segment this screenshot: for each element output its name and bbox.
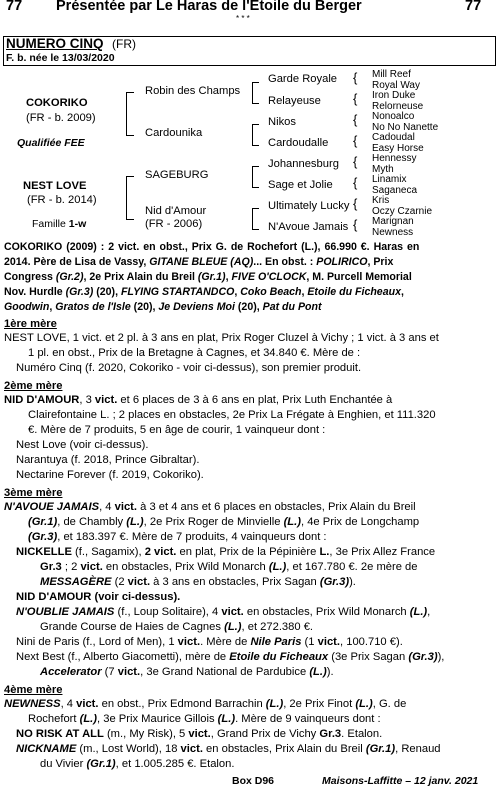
m4-l1e: (L.) [265,698,284,710]
g3-5: Johannesburg [268,158,339,170]
sp-l4b: (Gr.3) [65,286,94,298]
m3-line6 [40,576,356,589]
g4-15: Marignan [372,216,414,227]
section-fourth-dam: 4ème mère [4,684,63,696]
m3-l8d: en obstacles, Prix Wild Monarch [243,606,410,618]
m3-l4f: , 3e Prix Allez France [329,546,436,558]
sale-place-date: Maisons-Laffitte – 12 janv. 2021 [322,775,479,787]
g4-9: Hennessy [372,153,417,164]
m3-l2a: (Gr.1) [28,516,58,528]
sire-para-line1: COKORIKO (2009) : 2 vict. en obst., Prix G. de Rochefort (L.), 66.990 €. Haras en [4,241,420,253]
g4-11: Linamix [372,174,407,185]
m3-l9b: (L.) [224,621,242,633]
g4-4: Relorneuse [372,101,424,112]
sp-l4f: Coko Beach [240,286,302,298]
m3-line12 [40,666,334,679]
m3-l4e: L. [319,546,330,558]
m3-l1b: , 4 [99,501,115,513]
sp-gitane: GITANE BLEUE (AQ) [149,256,254,268]
m3-l8b: (f., Loup Solitaire), 4 [114,606,222,618]
g2-4-info: (FR - 2006) [145,218,203,230]
m1-line1: NEST LOVE, 1 vict. et 2 pl. à 3 ans en plat, Prix Roger Cluzel à Vichy ; 1 vict. à 3 ans et [4,332,439,344]
m2-line2: Clairefontaine L. ; 2 places en obstacles, 2e Prix La Frégate à Enghien, et 111.320 [28,409,436,421]
bracket-g3-5: { [353,154,358,169]
m3-l11c: (3e Prix Sagan [328,651,409,663]
m3-l5c: vict. [80,561,103,573]
g3-7: Ultimately Lucky [268,200,350,212]
sp-l4g: , [301,286,308,298]
m4-l3d: , Grand Prix de Vichy [210,728,320,740]
m3-l5d: en obstacles, Prix Wild Monarch [102,561,269,573]
sp-l4a: Nov. Hurdle [4,286,66,298]
m3-l6f: ). [349,576,356,588]
m4-l2a: Rochefort [28,713,80,725]
bracket-g3-1: { [353,70,358,85]
sp-l5e: Je Deviens Moi [158,301,235,313]
bracket-g3-8: { [353,217,358,232]
m4-l4d: en obstacles, Prix Alain du Breil [202,743,366,755]
bracket-g2-3 [252,166,259,188]
m4-l2c: , 3e Prix Maurice Gillois [97,713,218,725]
m3-l10a: Nini de Paris (f., Lord of Men), 1 [16,636,178,648]
sp-l5d: (20), [130,301,159,313]
sp-l2c: ... En obst. : [253,256,317,268]
m3-l10d: Nile Paris [250,636,302,648]
bracket-sire [126,92,134,136]
g2-4: Nid d'Amour [145,205,207,217]
m3-l2d: , 2e Prix Roger de Minvielle [143,516,284,528]
m3-l12d: , 3e Grand National de Pardubice [140,666,310,678]
m3-line3 [28,531,327,544]
m4-l1g: (L.) [355,698,373,710]
m4-l3f: . Etalon. [341,728,383,740]
m3-l6e: (Gr.3) [319,576,350,588]
sire-name: COKORIKO [26,97,88,109]
m3-l5f: , et 167.780 €. 2e mère de [286,561,418,573]
m4-l5b: (Gr.1) [86,758,116,770]
m3-l9a: Grande Course de Haies de Cagnes [40,621,225,633]
sire-para-line5 [4,301,321,314]
g4-2: Royal Way [372,80,420,91]
g4-14: Oczy Czarnie [372,206,433,217]
sp-l3g: , M. Purcell Memorial [306,271,412,283]
m4-l1h: , G. de [372,698,407,710]
sp-l3e: , [225,271,232,283]
m4-l5a: du Vivier [40,758,87,770]
sp-l2a: 2014. Père de Lisa de Vassy, [4,256,150,268]
m3-l10b: vict. [177,636,201,648]
lot-number-right: 77 [465,0,482,14]
m3-l6c: vict. [127,576,151,588]
m3-l11a: Next Best (f., Alberto Giacometti), mère de [16,651,230,663]
header-stars: * * * [236,14,250,23]
g4-10: Myth [372,164,394,175]
m4-l3b: (m., My Risk), 5 [103,728,189,740]
m2-line5: Narantuya (f. 2018, Prince Gibraltar). [16,454,200,466]
g4-1: Mill Reef [372,69,411,80]
m3-l4c: 2 vict. [144,546,177,558]
sire-para-line4 [4,286,404,299]
family-number: 1-w [68,218,87,230]
m3-line10 [16,636,403,649]
sp-l3d: (Gr.1) [197,271,226,283]
m3-l9c: , et 272.380 €. [241,621,314,633]
lot-number: 77 [6,0,23,14]
m3-line1 [4,501,416,514]
m3-l6a: MESSAGÈRE [40,576,112,588]
g4-12: Saganeca [372,185,418,196]
m2-l1a: NID D'AMOUR [4,394,80,406]
g4-7: Cadoudal [372,132,415,143]
bracket-g3-4: { [353,133,358,148]
sp-l3b: (Gr.2) [55,271,84,283]
sp-l2e: , Prix [367,256,394,268]
m3-l10e: (1 [301,636,318,648]
g3-8: N'Avoue Jamais [268,221,349,233]
g3-3: Nikos [268,116,296,128]
m3-l5e: (L.) [268,561,287,573]
m3-l12a: Accelerator [40,666,102,678]
sp-l5g: Pat du Pont [262,301,322,313]
m3-line9 [40,621,313,634]
m2-l1d: et 6 places de 3 à 6 ans en plat, Prix Luth Enchantée à [117,394,393,406]
m3-l12e: (L.) [309,666,327,678]
m3-l2c: (L.) [126,516,144,528]
bracket-g2-4 [252,208,259,230]
bracket-g3-6: { [353,175,358,190]
m3-l8e: (L.) [409,606,428,618]
m3-l6b: (2 [111,576,128,588]
dam-family [32,218,86,231]
m4-line5 [40,758,234,771]
m4-l1f: , 2e Prix Finot [283,698,356,710]
m3-l12f: ). [326,666,334,678]
m4-line1 [4,698,406,711]
m2-l1c: vict. [94,394,118,406]
m3-l11e: ), [437,651,445,663]
m3-l1c: vict. [114,501,138,513]
g3-4: Cardoudalle [268,137,329,149]
m4-l1d: en obst., Prix Edmond Barrachin [98,698,266,710]
section-second-dam: 2ème mère [4,380,63,392]
m4-l4a: NICKNAME [16,743,77,755]
bracket-g2-1 [252,82,259,104]
m3-line2 [28,516,419,529]
sp-l3c: , 2e Prix Alain du Breil [83,271,198,283]
bracket-g2-2 [252,124,259,146]
m4-l2b: (L.) [79,713,98,725]
m4-line2 [28,713,381,726]
bracket-g3-2: { [353,91,358,106]
sire-note: Qualifiée FEE [17,137,85,149]
sp-l5b: , [49,301,56,313]
m2-l1b: , 3 [79,394,95,406]
m3-l4b: (f., Sagamix), [71,546,145,558]
g4-6: No No Nanette [372,122,439,133]
m4-l2e: . Mère de 9 vainqueurs dont : [235,713,381,725]
m3-l12b: (7 [101,666,118,678]
m3-l10f: vict. [317,636,340,648]
sp-l4i: , [400,286,404,298]
section-first-dam: 1ère mère [4,318,57,330]
sp-l4c: (20), [93,286,121,298]
m2-line3: €. Mère de 7 produits, 5 en âge de courir, 1 vainqueur dont : [28,424,326,436]
m3-l4d: en plat, Prix de la Pépinière [176,546,320,558]
m3-l5a: Gr.3 [40,561,62,573]
box-number: Box D96 [232,775,275,787]
m3-line11 [16,651,444,664]
dam-name: NEST LOVE [23,180,87,192]
sp-l5f: (20), [234,301,263,313]
m3-l1d: à 3 et 4 ans et 6 places en obstacles, Prix Alain du Breil [137,501,416,513]
g2-1: Robin des Champs [145,85,241,97]
sp-l3f: FIVE O'CLOCK [231,271,307,283]
m3-l8f: , [427,606,431,618]
m4-line3 [16,728,382,741]
g4-13: Kris [372,195,390,206]
sp-l4d: FLYING STARTANDCO [120,286,235,298]
m1-line3: Numéro Cinq (f. 2020, Cokoriko - voir ci-dessus), son premier produit. [16,362,362,374]
horse-name: NUMERO CINQ [6,36,104,51]
sire-info: (FR - b. 2009) [26,112,96,124]
m1-line2: 1 pl. en obst., Prix de la Bretagne à Cagnes, et 34.840 €. Mère de : [28,347,361,359]
g4-5: Nonoalco [372,111,415,122]
m3-l2b: , de Chambly [57,516,127,528]
m3-l3b: , et 183.397 €. Mère de 7 produits, 4 vainqueurs dont : [57,531,327,543]
m4-l3c: vict. [188,728,211,740]
bracket-g3-7: { [353,196,358,211]
m2-line1 [4,394,392,407]
m3-l6d: à 3 ans en obstacles, Prix Sagan [150,576,320,588]
m4-line4 [16,743,441,756]
m4-l4c: vict. [180,743,203,755]
m4-l2d: (L.) [217,713,236,725]
m3-l3a: (Gr.3) [28,531,58,543]
sp-l5c: Gratos de l'Isle [55,301,131,313]
m4-l1c: vict. [76,698,99,710]
m3-l11d: (Gr.3) [408,651,438,663]
m3-l5b: ; 2 [61,561,81,573]
m4-l4b: (m., Lost World), 18 [76,743,181,755]
sp-l4h: Etoile du Ficheaux [307,286,401,298]
m4-l1a: NEWNESS [4,698,61,710]
m4-l4e: (Gr.1) [365,743,396,755]
m3-l4a: NICKELLE [16,546,72,558]
g2-2: Cardounika [145,127,203,139]
m3-line8 [16,606,430,619]
m4-l3a: NO RISK AT ALL [16,728,104,740]
m3-l8a: N'OUBLIE JAMAIS [16,606,115,618]
m3-l12c: vict. [117,666,141,678]
m4-l1b: , 4 [60,698,77,710]
m3-line5 [40,561,418,574]
m3-l8c: vict. [221,606,244,618]
sp-polirico: POLIRICO [316,256,368,268]
m4-l5c: , et 1.005.285 €. Etalon. [115,758,235,770]
bracket-dam [126,176,134,220]
sire-para-line3 [4,271,412,284]
section-third-dam: 3ème mère [4,487,63,499]
consignor-title: Présentée par Le Haras de l'Etoile du Berger [56,0,362,14]
sp-l3a: Congress [4,271,56,283]
g4-8: Easy Horse [372,143,424,154]
m3-l10g: , 100.710 €). [340,636,403,648]
g3-1: Garde Royale [268,73,338,85]
sire-para-line2 [4,256,393,269]
g3-2: Relayeuse [268,95,321,107]
m3-line7: NID D'AMOUR (voir ci-dessus). [16,591,181,603]
m3-l11b: Etoile du Ficheaux [229,651,329,663]
m2-line6: Nectarine Forever (f. 2019, Cokoriko). [16,469,204,481]
family-label: Famille [32,218,66,230]
g4-16: Newness [372,227,414,238]
dam-info: (FR - b. 2014) [27,194,97,206]
g2-3: SAGEBURG [145,169,209,181]
m2-line4: Nest Love (voir ci-dessus). [16,439,149,451]
m4-l4f: , Renaud [395,743,441,755]
sp-l4e: , [234,286,241,298]
m3-line4 [16,546,435,559]
sp-l5a: Goodwin [4,301,50,313]
m3-l2f: , 4e Prix de Longchamp [300,516,420,528]
m3-l1a: N'AVOUE JAMAIS [4,501,100,513]
m3-l10c: . Mère de [200,636,251,648]
m4-l3e: Gr.3 [319,728,342,740]
bracket-g3-3: { [353,112,358,127]
horse-country: (FR) [112,37,136,51]
m3-l2e: (L.) [283,516,301,528]
horse-info: F. b. née le 13/03/2020 [6,52,115,64]
g3-6: Sage et Jolie [268,179,333,191]
g4-3: Iron Duke [372,90,416,101]
